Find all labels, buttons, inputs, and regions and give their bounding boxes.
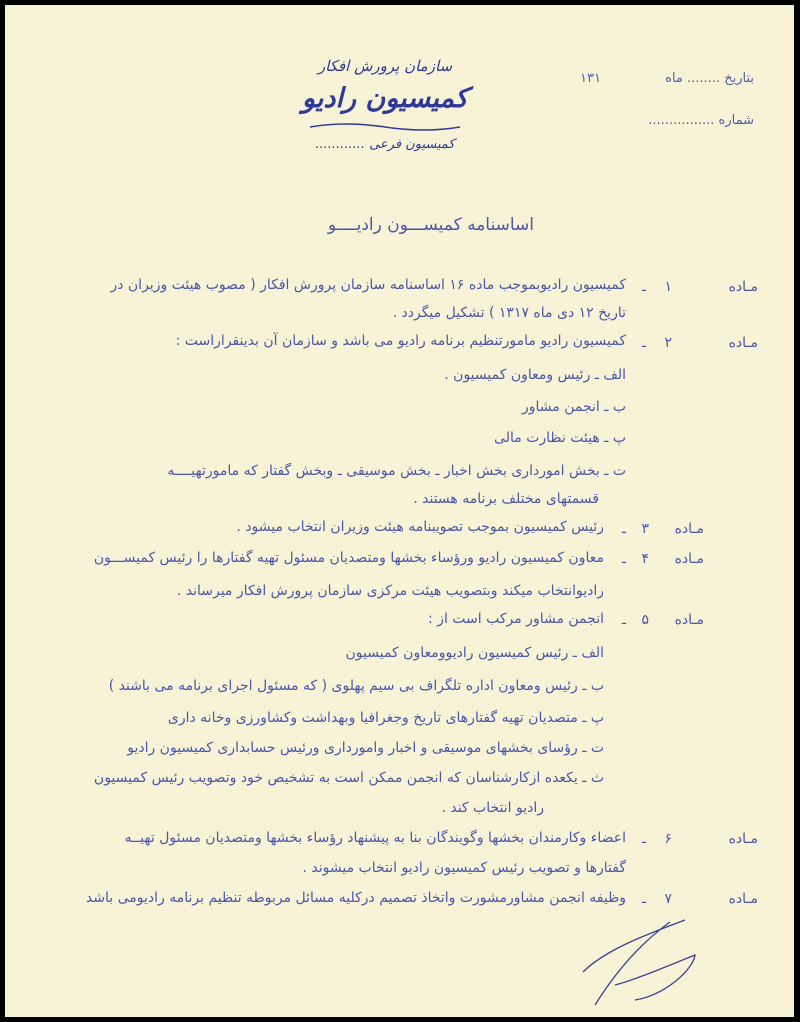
article-6-line-1: اعضاء وکارمندان بخشها وگویندگان بنا به پیشنهاد رؤساء بخشها ومتصدیان مسئول تهیــه [124,830,626,846]
item-text: رؤسای بخشهای موسیقی و اخبار وامورداری ورئیس حسابداری کمیسیون رادیو [127,740,578,756]
item-text: هیئت نظارت مالی [494,430,600,446]
date-field [580,71,754,86]
article-2-line-1: کمیسیون رادیو مامورتنظیم برنامه رادیو می باشد و سازمان آن بدینقراراست : [175,333,626,349]
article-6-dash: ـ [641,831,646,847]
item-mark: ث ـ [582,770,604,786]
article-7-line-1: وظیفه انجمن مشاورمشورت واتخاذ تصمیم درکلیه مسائل مربوطه تنظیم برنامه رادیومی باشد [85,890,626,906]
article-5-number: ۵ [641,612,649,628]
article-6-label: مـاده [728,831,758,847]
article-6-line-2: گفتارها و تصویب رئیس کمیسیون رادیو انتخاب میشوند . [302,860,626,876]
item-text: رئیس ومعاون کمیسیون . [444,367,591,383]
article-5-item-s [94,770,604,786]
article-1-line-1: کمیسیون رادیوبموجب ماده ۱۶ اساسنامه سازمان پرورش افکار ( مصوب هیئت وزیران در [110,277,626,293]
article-5-line-1: انجمن مشاور مرکب است از : [428,611,604,627]
article-3-label: مـاده [674,521,704,537]
article-7-label: مـاده [728,891,758,907]
article-2-item-b [522,399,626,415]
article-3-number: ۳ [641,521,649,537]
article-1-number: ۱ [664,279,672,295]
article-4-label: مـاده [674,551,704,567]
article-5-dash: ـ [621,612,626,628]
article-4-line-2: رادیوانتخاب میکند وبتصویب هیئت مرکزی سازمان پرورش افکار میرساند . [176,583,604,599]
article-2-item-p [494,430,626,446]
item-mark: پ ـ [604,430,626,446]
date-year: ۱۳۱ [580,71,601,86]
article-5-item-a [346,645,605,661]
number-field: شماره ................ [648,113,754,128]
item-mark: ب ـ [604,399,626,415]
article-5-label: مـاده [674,612,704,628]
article-2-item-t [167,463,626,479]
article-3-line-1: رئیس کمیسیون بموجب تصویبنامه هیئت وزیران انتخاب میشود . [236,519,604,535]
signature-mark [575,910,705,1010]
item-mark: الف ـ [594,367,626,383]
article-2-number: ۲ [664,335,672,351]
item-mark: ب ـ [582,678,604,694]
article-5-item-t [127,740,604,756]
item-text: متصدیان تهیه گفتارهای تاریخ وجغرافیا وبهداشت وکشاورزی وخانه داری [167,710,578,726]
article-4-dash: ـ [621,551,626,567]
article-2-label: مـاده [728,335,758,351]
article-1-dash: ـ [641,279,646,295]
article-1-label: مـاده [728,279,758,295]
article-1-line-2: تاریخ ۱۲ دی ماه ۱۳۱۷ ) تشکیل میگردد . [392,305,626,321]
letterhead-flourish [305,121,465,133]
letterhead-name: کمیسیون رادیو [301,83,469,114]
item-text: یکعده ازکارشناسان که انجمن ممکن است به تشخیص خود وتصویب رئیس کمیسیون [93,770,578,786]
article-7-number: ۷ [664,891,672,907]
item-text: بخش امورداری بخش اخبار ـ بخش موسیقی ـ وبخش گفتار که مامورتهیــــه [167,463,600,479]
item-text: رئیس ومعاون اداره تلگراف بی سیم پهلوی ( که مسئول اجرای برنامه می باشند ) [108,678,578,694]
article-7-dash: ـ [641,891,646,907]
document-title: اساسنامه کمیســـون رادیــــو [327,215,534,235]
item-mark: الف ـ [572,645,604,661]
item-mark: پ ـ [582,710,604,726]
article-5-item-b [109,678,604,694]
document-page [5,5,794,1017]
letterhead [285,53,485,173]
article-4-line-1: معاون کمیسیون رادیو ورؤساء بخشها ومتصدیان مسئول تهیه گفتارها را رئیس کمیســـون [93,550,604,566]
letterhead-org: سازمان پرورش افکار [317,57,453,75]
letterhead-sub: کمیسیون فرعی ............ [315,137,455,152]
article-6-number: ۶ [664,831,672,847]
article-5-item-s-cont: رادیو انتخاب کند . [441,800,544,816]
item-mark: ت ـ [582,740,604,756]
article-4-number: ۴ [641,551,649,567]
item-text: رئیس کمیسیون رادیوومعاون کمیسیون [345,645,569,661]
item-text: انجمن مشاور [522,399,600,415]
article-2-item-a [444,367,626,383]
item-mark: ت ـ [604,463,626,479]
article-5-item-p [168,710,604,726]
date-label: بتاریخ ........ ماه [665,71,754,86]
article-2-dash: ـ [641,335,646,351]
article-2-item-t-cont: قسمتهای مختلف برنامه هستند . [413,491,599,507]
article-3-dash: ـ [621,521,626,537]
